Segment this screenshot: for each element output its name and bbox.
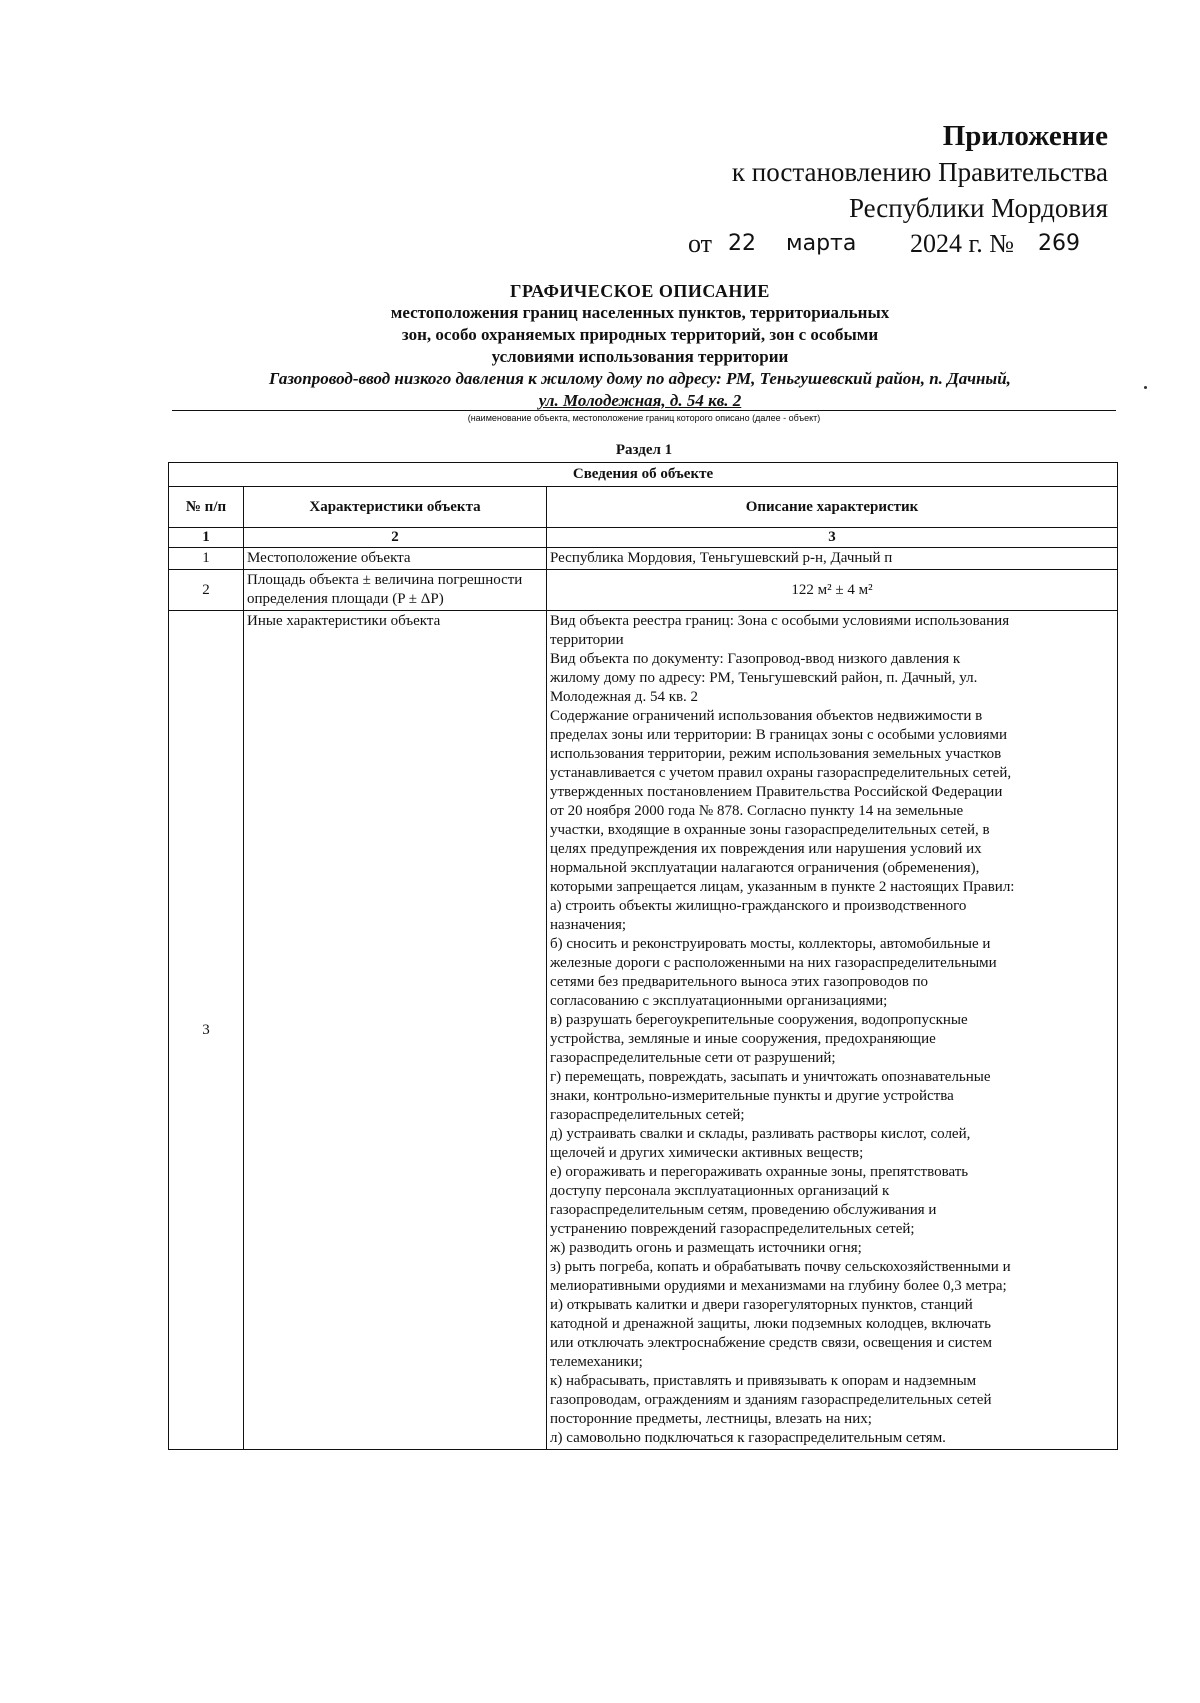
description-line: участки, входящие в охранные зоны газораспределительных сетей, в <box>550 822 990 838</box>
description-line: территории <box>550 632 624 648</box>
description-line: посторонние предметы, лестницы, влезать на них; <box>550 1411 872 1427</box>
description-line: устранению повреждений газораспределительных сетей; <box>550 1221 915 1237</box>
description-line: катодной и дренажной защиты, люки подземных колодцев, включать <box>550 1316 991 1332</box>
description-line: согласованию с эксплуатационными организациями; <box>550 993 888 1009</box>
description-line: устанавливается с учетом правил охраны газораспределительных сетей, <box>550 765 1012 781</box>
object-underline <box>172 410 1116 411</box>
description-line: ж) разводить огонь и размещать источники огня; <box>550 1240 862 1256</box>
table-header-row <box>169 487 1118 528</box>
header-characteristic: Характеристики объекта <box>244 487 547 528</box>
description-line: знаки, контрольно-измерительные пункты и другие устройства <box>550 1088 954 1104</box>
date-year: 2024 г. № <box>910 229 1015 258</box>
description-line: от 20 ноября 2000 года № 878. Согласно пункту 14 на земельные <box>550 803 964 819</box>
description-line: или отключать электроснабжение средств связи, освещения и систем <box>550 1335 993 1351</box>
description-line: доступу персонала эксплуатационных организаций к <box>550 1183 890 1199</box>
row-characteristic: Иные характеристики объекта <box>244 611 547 1450</box>
description-line: нормальной эксплуатации налагаются ограничения (обременения), <box>550 860 980 876</box>
row-characteristic: Площадь объекта ± величина погрешности определения площади (P ± ΔP) <box>244 570 547 611</box>
table-row <box>169 611 1118 1450</box>
appendix-dateline <box>688 226 1108 264</box>
description-line: использования территории, режим использования земельных участков <box>550 746 1002 762</box>
row-description <box>547 611 1118 1450</box>
description-line: б) сносить и реконструировать мосты, коллекторы, автомобильные и <box>550 936 991 952</box>
description-line: Вид объекта реестра границ: Зона с особыми условиями использования <box>550 613 1010 629</box>
appendix-heading: Приложение <box>942 120 1108 152</box>
description-line: з) рыть погреба, копать и обрабатывать почву сельскохозяйственными и <box>550 1259 1011 1275</box>
description-line: назначения; <box>550 917 627 933</box>
description-line: утвержденных постановлением Правительства Российской Федерации <box>550 784 1003 800</box>
scan-speck <box>1144 386 1147 389</box>
object-name-2: ул. Молодежная, д. 54 кв. 2 <box>538 391 742 410</box>
appendix-line-2: Республики Мордовия <box>848 193 1108 223</box>
title-sub-2: зон, особо охраняемых природных территорий, зон с особыми <box>401 325 879 344</box>
date-month: марта <box>786 231 857 256</box>
description-line: газопроводам, ограждениям и зданиям газораспределительных сетей <box>550 1392 992 1408</box>
description-line: которыми запрещается лицам, указанным в пункте 2 настоящих Правил: <box>550 879 1015 895</box>
appendix-line-1: к постановлению Правительства <box>731 157 1108 187</box>
col-number-1: 1 <box>169 528 244 548</box>
header-description: Описание характеристик <box>547 487 1118 528</box>
description-line: сетями без предварительного выноса этих газопроводов по <box>550 974 929 990</box>
table-column-numbers <box>169 528 1118 548</box>
description-line: целях предупреждения их повреждения или нарушения условий их <box>550 841 982 857</box>
document-number: 269 <box>1038 231 1080 256</box>
row-num: 2 <box>169 570 244 611</box>
description-line: е) огораживать и перегораживать охранные зоны, препятствовать <box>550 1164 969 1180</box>
description-line: л) самовольно подключаться к газораспределительным сетям. <box>550 1430 946 1446</box>
description-line: щелочей и других химически активных веществ; <box>550 1145 864 1161</box>
title-sub-1: местоположения границ населенных пунктов, территориальных <box>390 303 890 322</box>
description-line: железные дороги с расположенными на них газораспределительными <box>550 955 997 971</box>
description-line: Молодежная д. 54 кв. 2 <box>550 689 699 705</box>
header-num: № п/п <box>169 487 244 528</box>
section-title: Раздел 1 <box>615 442 673 458</box>
col-number-2: 2 <box>244 528 547 548</box>
title-main: ГРАФИЧЕСКОЕ ОПИСАНИЕ <box>510 281 770 301</box>
description-line: Вид объекта по документу: Газопровод-ввод низкого давления к <box>550 651 961 667</box>
row-description: Республика Мордовия, Теньгушевский р-н, Дачный п <box>547 548 1118 570</box>
table-caption-row <box>169 463 1118 487</box>
object-note: (наименование объекта, местоположение границ которого описано (далее - объект) <box>467 413 821 423</box>
description-line: д) устраивать свалки и склады, разливать растворы кислот, солей, <box>550 1126 971 1142</box>
description-line: Содержание ограничений использования объектов недвижимости в <box>550 708 983 724</box>
description-line: газораспределительные сети от разрушений; <box>550 1050 836 1066</box>
row-num: 1 <box>169 548 244 570</box>
description-line: в) разрушать берегоукрепительные сооружения, водопропускные <box>550 1012 968 1028</box>
description-line: а) строить объекты жилищно-гражданского и производственного <box>550 898 967 914</box>
row-num: 3 <box>169 611 244 1450</box>
document-title <box>175 280 1105 412</box>
row-description: 122 м² ± 4 м² <box>547 570 1118 611</box>
description-line: мелиоративными орудиями и механизмами на глубину более 0,3 метра; <box>550 1278 1007 1294</box>
table-row <box>169 570 1118 611</box>
date-prefix: от <box>688 229 713 258</box>
description-line: и) открывать калитки и двери газорегуляторных пунктов, станций <box>550 1297 973 1313</box>
object-info-table <box>168 462 1118 1450</box>
description-line: жилому дому по адресу: РМ, Теньгушевский район, п. Дачный, ул. <box>550 670 978 686</box>
title-sub-3: условиями использования территории <box>491 347 789 366</box>
col-number-3: 3 <box>547 528 1118 548</box>
description-line: г) перемещать, повреждать, засыпать и уничтожать опознавательные <box>550 1069 991 1085</box>
description-line: телемеханики; <box>550 1354 643 1370</box>
description-line: к) набрасывать, приставлять и привязывать к опорам и надземным <box>550 1373 977 1389</box>
appendix-block <box>688 118 1108 264</box>
row-characteristic: Местоположение объекта <box>244 548 547 570</box>
description-line: пределах зоны или территории: В границах зоны с особыми условиями <box>550 727 1008 743</box>
table-row <box>169 548 1118 570</box>
description-line: газораспределительным сетям, проведению обслуживания и <box>550 1202 937 1218</box>
table-caption: Сведения об объекте <box>169 463 1118 487</box>
object-name-1: Газопровод-ввод низкого давления к жилому дому по адресу: РМ, Теньгушевский район, п. Дачный, <box>269 369 1011 388</box>
date-day: 22 <box>728 231 756 256</box>
description-line: газораспределительных сетей; <box>550 1107 745 1123</box>
description-line: устройства, земляные и иные сооружения, предохраняющие <box>550 1031 936 1047</box>
